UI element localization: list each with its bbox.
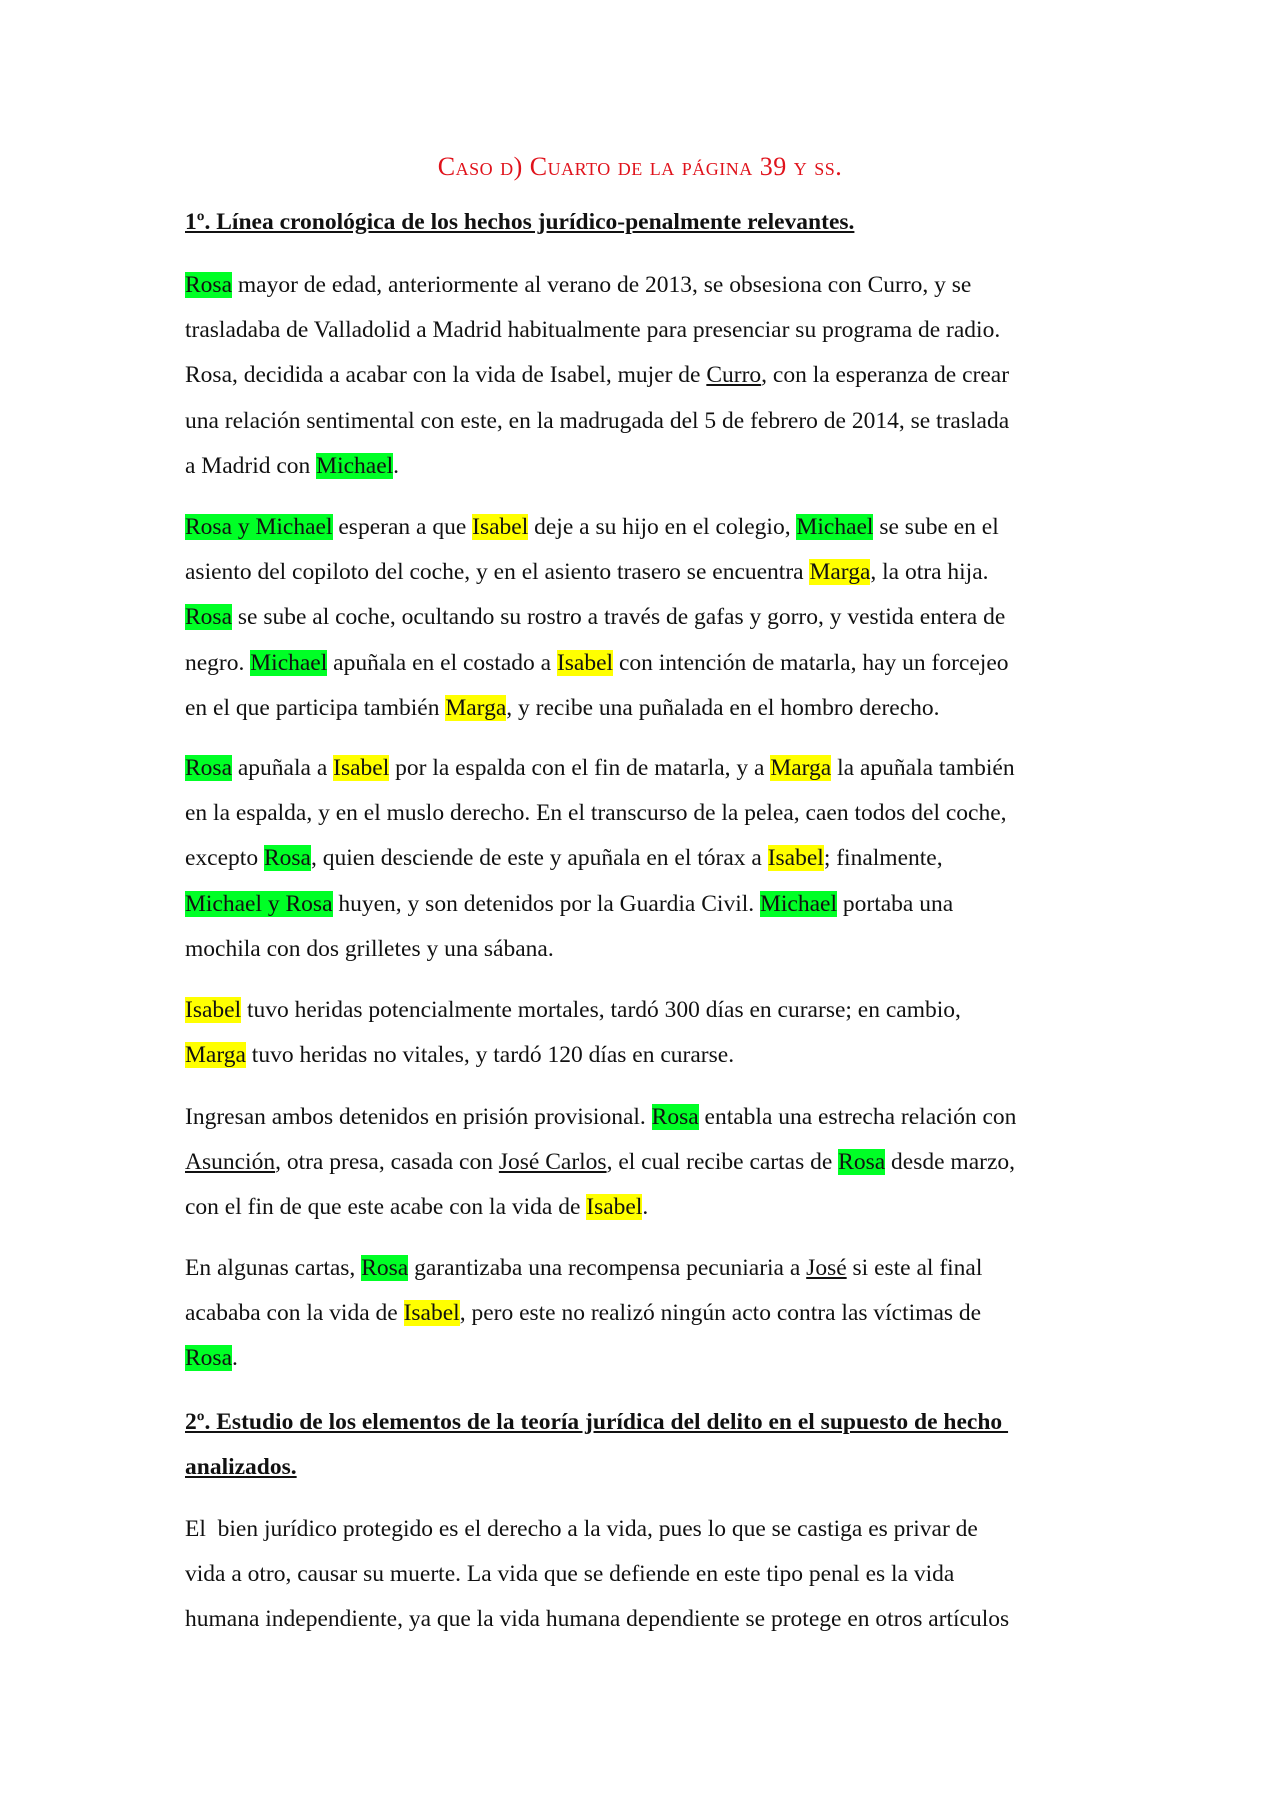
highlight-name: Isabel bbox=[767, 845, 824, 872]
highlight-name: Isabel bbox=[556, 649, 614, 676]
section-heading-2: 2º. Estudio de los elementos de la teoría jurídica del delito en el supuesto de hecho analizados. bbox=[185, 1409, 1009, 1480]
paragraph-1: Rosa mayor de edad, anteriormente al verano de 2013, se obsesiona con Curro, y se trasladaba de Valladolid a Madrid habitualmente para presenciar su programa de radio. Rosa, decidida a acabar con la vida de Isabel, mujer de Curro, con la esperanza de crear una relación sentimental con este, en la madrugada del 5 de febrero de 2014, se traslada a Madrid con Michael. bbox=[185, 272, 1010, 479]
highlight-name: Rosa bbox=[361, 1255, 409, 1281]
highlight-name: Rosa bbox=[185, 272, 232, 298]
highlight-name: Rosa bbox=[185, 755, 232, 781]
highlight-name: Marga bbox=[445, 694, 507, 721]
highlight-name: Rosa y Michael bbox=[185, 514, 333, 540]
highlight-name: Isabel bbox=[403, 1300, 460, 1327]
paragraph-6: En algunas cartas, Rosa garantizaba una recompensa pecuniaria a José si este al final acababa con la vida de Isabel, pero este no realizó ningún acto contra las víctimas de Rosa. bbox=[185, 1255, 983, 1372]
section-heading-1: 1º. Línea cronológica de los hechos jurídico-penalmente relevantes. bbox=[185, 209, 855, 235]
document-title: Caso d) Cuarto de la página 39 y ss. bbox=[437, 152, 843, 181]
highlight-name: Rosa bbox=[838, 1149, 886, 1176]
underlined-name: Asunción bbox=[185, 1149, 276, 1176]
highlight-name: Isabel bbox=[333, 755, 390, 781]
underlined-name: Curro bbox=[706, 362, 762, 389]
highlight-name: Isabel bbox=[472, 514, 529, 540]
highlight-name: Rosa bbox=[185, 1345, 232, 1372]
paragraph-7: El bien jurídico protegido es el derecho a la vida, pues lo que se castiga es privar de vida a otro, causar su muerte. La vida que se defiende en este tipo penal es la vida humana independiente, ya que la vida humana dependiente se protege en otros artículos bbox=[185, 1516, 1010, 1633]
highlight-name: Michael bbox=[250, 649, 328, 676]
highlight-name: Marga bbox=[809, 559, 871, 586]
paragraph-2: Rosa y Michael esperan a que Isabel deje a su hijo en el colegio, Michael se sube en el asiento del copiloto del coche, y en el asiento trasero se encuentra Marga, la otra hija. Rosa se sube al coche, ocultando su rostro a través de gafas y gorro, y vestida entera de negro. Michael apuñala en el costado a Isabel con intención de matarla, hay un forcejeo en el que participa también Marga, y recibe una puñalada en el hombro derecho. bbox=[185, 514, 1009, 721]
highlight-name: Marga bbox=[185, 1042, 246, 1069]
highlight-name: Michael bbox=[796, 514, 874, 540]
underlined-name: José bbox=[806, 1255, 847, 1281]
paragraph-5: Ingresan ambos detenidos en prisión provisional. Rosa entabla una estrecha relación con Asunción, otra presa, casada con José Carlos, el cual recibe cartas de Rosa desde marzo, con el fin de que este acabe con la vida de Isabel. bbox=[185, 1104, 1017, 1221]
highlight-name: Rosa bbox=[185, 604, 232, 631]
highlight-name: Michael bbox=[760, 890, 837, 917]
highlight-name: Michael y Rosa bbox=[185, 890, 333, 917]
paragraph-4: Isabel tuvo heridas potencialmente mortales, tardó 300 días en curarse; en cambio, Marga tuvo heridas no vitales, y tardó 120 días en curarse. bbox=[185, 997, 961, 1069]
highlight-name: Isabel bbox=[185, 997, 242, 1023]
highlight-name: Rosa bbox=[263, 845, 311, 872]
paragraph-3: Rosa apuñala a Isabel por la espalda con el fin de matarla, y a Marga la apuñala también en la espalda, y en el muslo derecho. En el transcurso de la pelea, caen todos del coche, excepto Rosa, quien desciende de este y apuñala en el tórax a Isabel; finalmente, Michael y Rosa huyen, y son detenidos por la Guardia Civil. Michael portaba una mochila con dos grilletes y una sábana. bbox=[185, 755, 1015, 962]
highlight-name: Marga bbox=[770, 755, 832, 781]
highlight-name: Isabel bbox=[586, 1194, 643, 1221]
highlight-name: Rosa bbox=[651, 1104, 699, 1130]
underlined-name: José Carlos bbox=[498, 1149, 607, 1176]
highlight-name: Michael bbox=[316, 452, 394, 479]
